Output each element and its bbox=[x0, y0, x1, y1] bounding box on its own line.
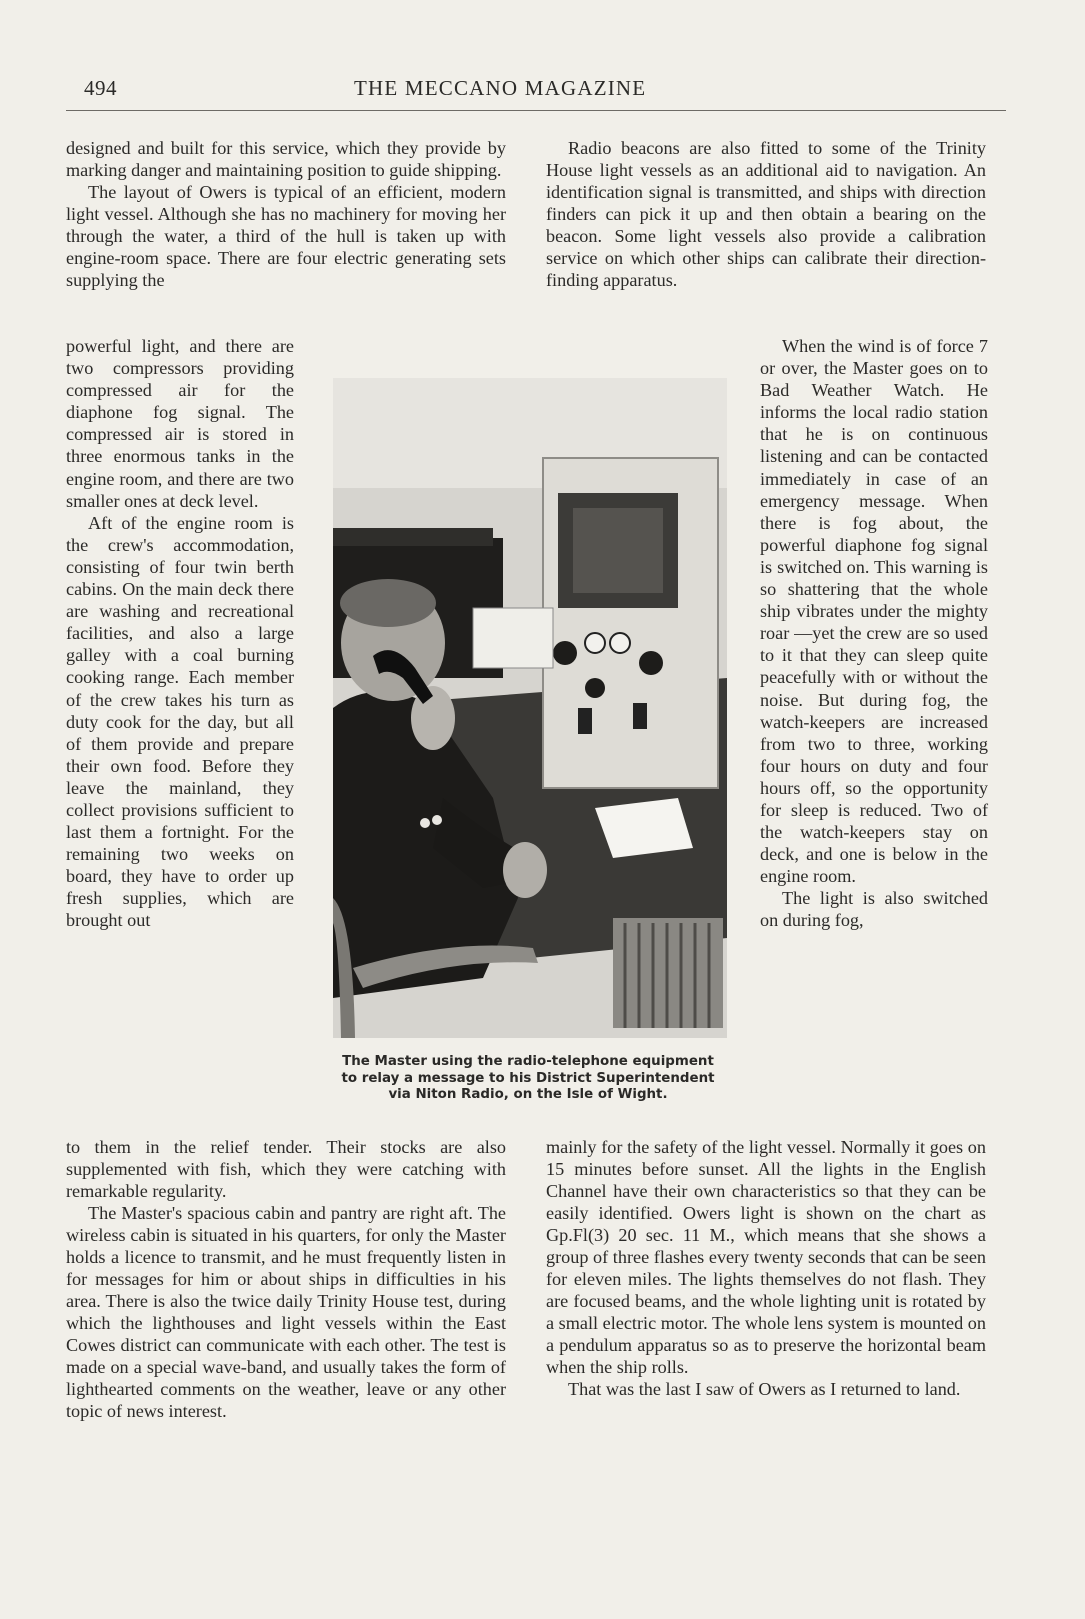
paragraph: mainly for the safety of the light vessel. Normally it goes on 15 minutes before sunset. All the lights in the English Channel have their own characteristics so that they can be easily identified. Owers light is shown on the chart as Gp.Fl(3) 20 sec. 11 M., which means that she shows a group of three flashes every twenty seconds that can be seen for eleven miles. The lights themselves do not flash. They are focused beams, and the whole lighting unit is rotated by a small electric motor. The whole lens system is mounted on a pendulum apparatus so as to preserve the horizontal beam when the ship rolls. bbox=[546, 1137, 986, 1377]
header-rule bbox=[66, 110, 1006, 111]
photo-illustration bbox=[333, 378, 727, 1038]
right-column-top bbox=[546, 137, 986, 291]
caption-line: via Niton Radio, on the Isle of Wight. bbox=[388, 1087, 668, 1102]
left-column-top bbox=[66, 137, 506, 291]
caption-line: to relay a message to his District Superintendent bbox=[341, 1070, 715, 1086]
paragraph: Radio beacons are also fitted to some of the Trinity House light vessels as an additional aid to navigation. An identification signal is transmitted, and ships with direction finders can pick it up and then obtain a bearing on the beacon. Some light vessels also provide a calibration service on which other ships can calibrate their direction-finding apparatus. bbox=[546, 138, 986, 290]
left-column-bottom bbox=[66, 1136, 506, 1422]
paragraph: designed and built for this service, which they provide by marking danger and maintaining position to guide shipping. bbox=[66, 138, 506, 180]
paragraph: That was the last I saw of Owers as I returned to land. bbox=[568, 1379, 961, 1399]
paragraph: Aft of the engine room is the crew's accommodation, consisting of four twin berth cabins. On the main deck there are washing and recreational facilities, and also a large galley with a coal burning cooking range. Each member of the crew takes his turn as duty cook for the day, but all of them provide and prepare their own food. Before they leave the mainland, they collect provisions sufficient to last them a fortnight. For the remaining two weeks on board, they have to order up fresh supplies, which are brought out bbox=[66, 512, 294, 931]
page-header bbox=[84, 76, 1004, 106]
paragraph: powerful light, and there are two compressors providing compressed air for the diaphone fog signal. The compressed air is stored in three enormous tanks in the engine room, and there are two smaller ones at deck level. bbox=[66, 336, 294, 511]
paragraph: The Master's spacious cabin and pantry are right aft. The wireless cabin is situated in his quarters, for only the Master holds a licence to transmit, and he must frequently listen in for messages for him or about ships in difficulties in his area. There is also the twice daily Trinity House test, during which the lighthouses and light vessels within the East Cowes district can communicate with each other. The test is made on a special wave-band, and usually takes the form of lighthearted comments on the weather, leave or any other topic of news interest. bbox=[66, 1203, 506, 1421]
radio-operator-photo bbox=[333, 378, 727, 1038]
left-narrow-column bbox=[66, 335, 294, 932]
page-number: 494 bbox=[84, 76, 117, 100]
right-column-bottom bbox=[546, 1136, 986, 1400]
right-narrow-column bbox=[760, 335, 988, 932]
caption-line: The Master using the radio-telephone equipment bbox=[342, 1054, 714, 1069]
paragraph: The layout of Owers is typical of an efficient, modern light vessel. Although she has no machinery for moving her through the water, a third of the hull is taken up with engine-room space. There are four electric generating sets supplying the bbox=[66, 182, 506, 290]
magazine-title: THE MECCANO MAGAZINE bbox=[354, 76, 647, 100]
paragraph: to them in the relief tender. Their stocks are also supplemented with fish, which they were catching with remarkable regularity. bbox=[66, 1137, 506, 1201]
photo-caption bbox=[323, 1054, 733, 1104]
paragraph: The light is also switched on during fog, bbox=[760, 888, 988, 931]
paragraph: When the wind is of force 7 or over, the Master goes on to Bad Weather Watch. He informs the local radio station that he is on continuous listening and can be contacted immediately in case of an emergency message. When there is fog about, the powerful diaphone fog signal is switched on. This warning is so shattering that the whole ship vibrates under the mighty roar —yet the crew are so used to it that they can sleep quite peacefully with or without the noise. But during fog, the watch-keepers are increased from two to three, working four hours on duty and four hours off, so the opportunity for sleep is reduced. Two of the watch-keepers stay on deck, and one is below in the engine room. bbox=[760, 336, 988, 887]
